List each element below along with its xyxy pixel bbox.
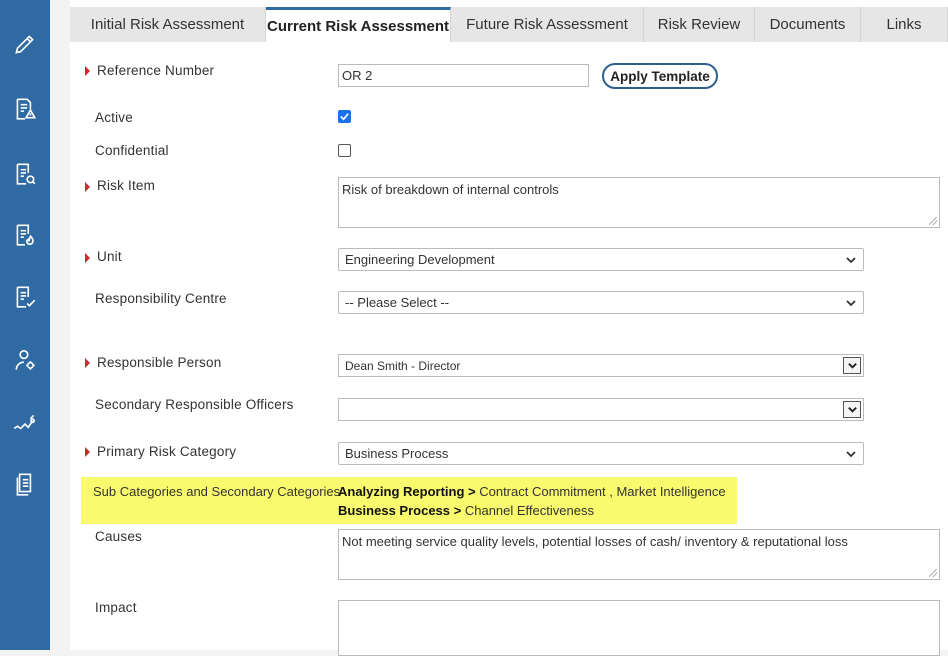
chevron-down-icon	[847, 404, 858, 415]
subcategory-list: Contract Commitment , Market Intelligence	[479, 484, 726, 499]
required-marker	[85, 182, 90, 192]
category-separator: >	[464, 484, 480, 499]
responsible-person-select[interactable]	[338, 354, 864, 377]
tab-current-risk-assessment[interactable]	[266, 7, 451, 42]
causes-textarea[interactable]	[338, 529, 940, 580]
trend-chart-icon[interactable]	[10, 408, 40, 438]
tab-documents[interactable]	[755, 7, 861, 42]
unit-label: Unit	[97, 249, 122, 264]
tab-label: Current Risk Assessment	[266, 17, 449, 35]
reference-number-label: Reference Number	[97, 63, 215, 78]
tab-label: Links	[886, 16, 922, 33]
sub-categories-label: Sub Categories and Secondary Categories	[93, 484, 341, 499]
tab-label: Risk Review	[657, 16, 741, 33]
primary-risk-category-select[interactable]	[338, 442, 864, 465]
dropdown-button[interactable]	[843, 357, 861, 374]
unit-select[interactable]	[338, 248, 864, 271]
primary-risk-category-selected-value: Business Process	[345, 446, 449, 461]
category-separator: >	[450, 503, 465, 518]
document-fire-icon[interactable]	[10, 220, 40, 250]
risk-item-label: Risk Item	[97, 178, 156, 193]
tab-label: Initial Risk Assessment	[90, 16, 245, 33]
chevron-down-icon	[847, 360, 858, 371]
required-marker	[85, 66, 90, 76]
active-checkbox[interactable]	[338, 110, 351, 123]
tab-label: Documents	[769, 16, 846, 33]
documents-icon[interactable]	[10, 469, 40, 499]
required-marker	[85, 253, 90, 263]
tab-initial-risk-assessment[interactable]	[70, 7, 266, 42]
check-icon	[339, 111, 350, 122]
impact-label: Impact	[95, 600, 137, 615]
resize-grip-icon[interactable]	[929, 569, 937, 577]
required-marker	[85, 447, 90, 457]
responsible-person-label: Responsible Person	[97, 355, 222, 370]
main-content	[70, 0, 948, 650]
risk-item-value: Risk of breakdown of internal controls	[342, 182, 559, 197]
causes-value: Not meeting service quality levels, potential losses of cash/ inventory & reputational loss	[342, 534, 848, 549]
secondary-officers-select[interactable]	[338, 398, 864, 421]
secondary-officers-label: Secondary Responsible Officers	[95, 397, 294, 412]
resize-grip-icon[interactable]	[929, 217, 937, 225]
responsibility-centre-label: Responsibility Centre	[95, 291, 227, 306]
confidential-label: Confidential	[95, 143, 169, 158]
chevron-down-icon	[845, 297, 857, 309]
chevron-down-icon	[845, 254, 857, 266]
document-search-icon[interactable]	[10, 159, 40, 189]
causes-label: Causes	[95, 529, 142, 544]
required-marker	[85, 358, 90, 368]
tab-risk-review[interactable]	[644, 7, 755, 42]
tab-future-risk-assessment[interactable]	[451, 7, 644, 42]
responsibility-centre-selected-value: -- Please Select --	[345, 295, 450, 310]
tab-bar	[70, 7, 948, 42]
pencil-icon[interactable]	[10, 29, 40, 59]
document-check-icon[interactable]	[10, 282, 40, 312]
active-label: Active	[95, 110, 133, 125]
confidential-checkbox[interactable]	[338, 144, 351, 157]
sub-categories-line-1	[338, 484, 726, 499]
category-name: Business Process	[338, 503, 451, 518]
tab-links[interactable]	[861, 7, 948, 42]
apply-template-button[interactable]: Apply Template	[602, 63, 718, 89]
tab-label: Future Risk Assessment	[466, 16, 628, 33]
subcategory-list: Channel Effectiveness	[464, 503, 594, 518]
user-settings-icon[interactable]	[10, 345, 40, 375]
sub-categories-line-2	[338, 503, 594, 518]
responsible-person-selected-value: Dean Smith - Director	[345, 358, 461, 373]
responsibility-centre-select[interactable]	[338, 291, 864, 314]
primary-risk-category-label: Primary Risk Category	[97, 444, 237, 459]
risk-document-icon[interactable]	[10, 94, 40, 124]
sidebar	[0, 0, 50, 650]
dropdown-button[interactable]	[843, 401, 861, 418]
risk-item-textarea[interactable]	[338, 177, 940, 228]
reference-number-input[interactable]	[338, 64, 589, 87]
chevron-down-icon	[845, 448, 857, 460]
category-name: Analyzing Reporting	[338, 484, 465, 499]
unit-selected-value: Engineering Development	[345, 252, 495, 267]
impact-textarea[interactable]	[338, 600, 940, 656]
